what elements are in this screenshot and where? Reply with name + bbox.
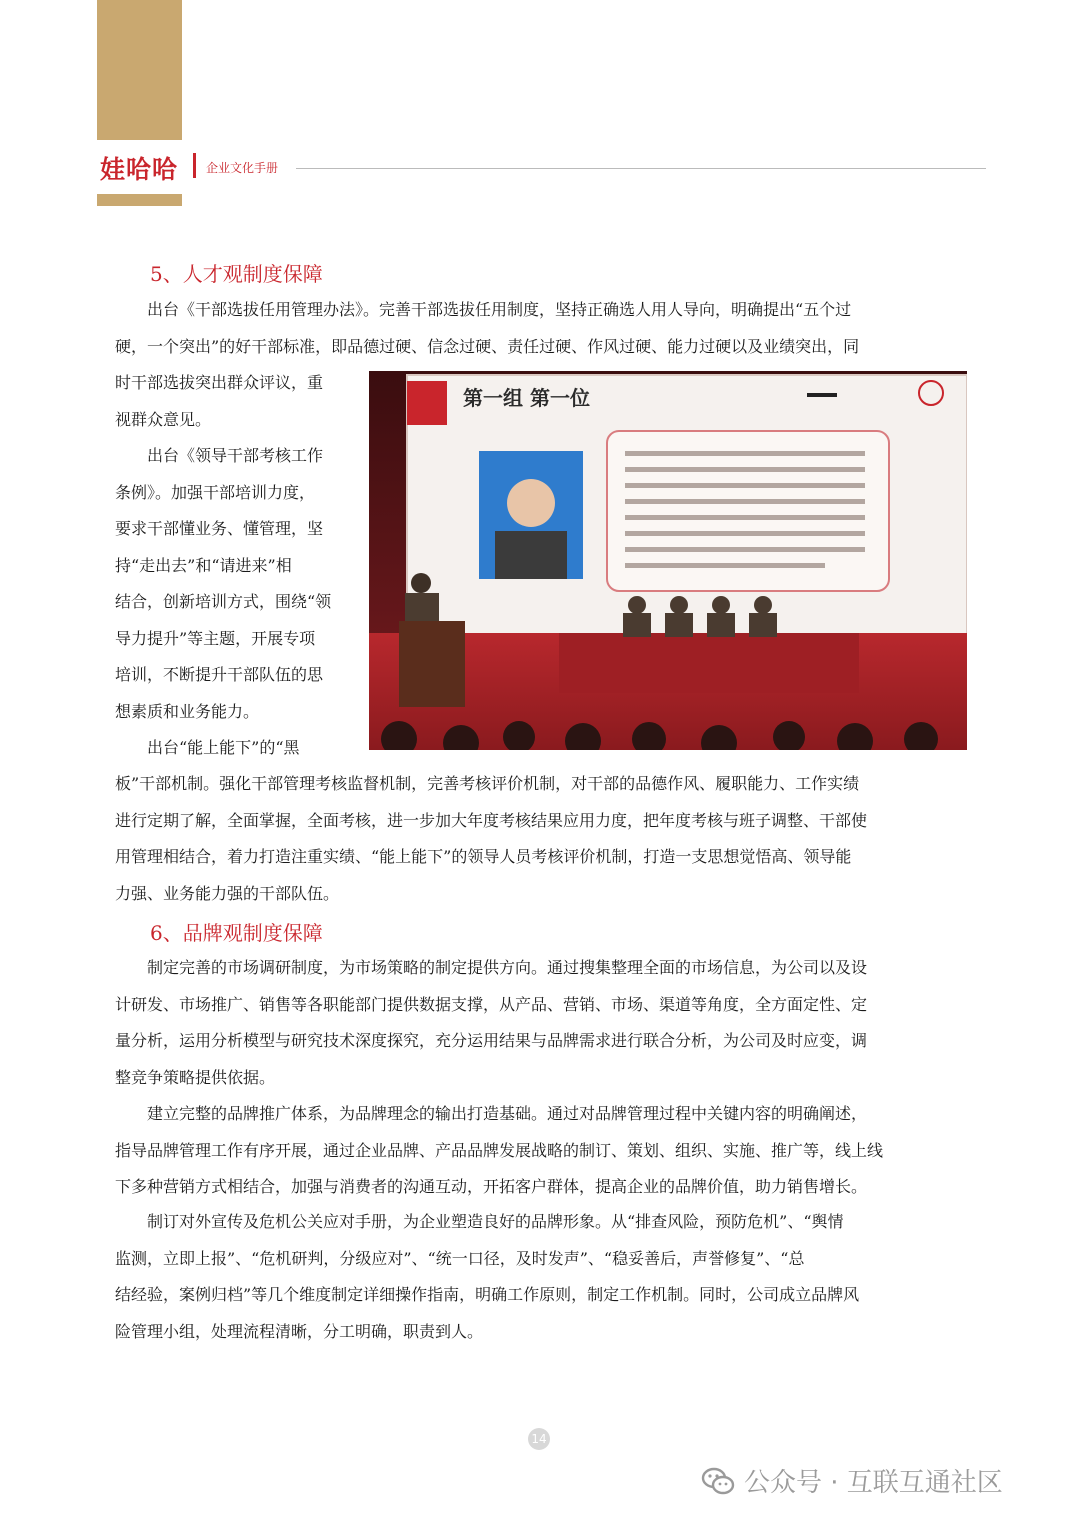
section-6-heading: 6、品牌观制度保障: [150, 921, 323, 945]
conference-photo: [369, 371, 967, 750]
section-5-paragraph-1-wrap: 时干部选拔突出群众评议，重 视群众意见。: [115, 373, 324, 429]
section-6-paragraph-2: 建立完整的品牌推广体系，为品牌理念的输出打造基础。通过对品牌管理过程中关键内容的明确阐述， 指导品牌管理工作有序开展，通过企业品牌、产品品牌发展战略的制订、策划、组织、实施、推广等，线上线 下多种营销方式相结合，加强与消费者的沟通互动，开拓客户群体，提高企业的品牌价值，助力销售增长。: [115, 1104, 884, 1196]
section-5-paragraph-2: 出台《领导干部考核工作 条例》。加强干部培训力度， 要求干部懂业务、懂管理，坚 持“走出去”和“请进来”相 结合，创新培训方式，围绕“领 导力提升”等主题，开展专项 培训，不断提升干部队伍的思 想素质和业务能力。: [115, 446, 332, 721]
page-number: 14: [528, 1428, 550, 1450]
watermark: [700, 1462, 1003, 1499]
header-subtitle: 企业文化手册: [206, 161, 279, 175]
gold-header-bar-bottom: [97, 194, 182, 206]
slide-title: 第一组 第一位: [463, 386, 590, 410]
header-divider: [193, 153, 196, 178]
gold-header-bar: [97, 0, 182, 140]
watermark-text: 公众号 · 互联互通社区: [744, 1468, 1003, 1498]
section-5-paragraph-3-start: 出台“能上能下”的“黑: [147, 738, 300, 757]
header-rule: [296, 168, 986, 169]
section-6-paragraph-3: 制订对外宣传及危机公关应对手册，为企业塑造良好的品牌形象。从“排查风险，预防危机”、“舆情 监测，立即上报”、“危机研判，分级应对”、“统一口径，及时发声”、“稳妥善后，声誉修复”、“总 结经验，案例归档”等几个维度制定详细操作指南，明确工作原则，制定工作机制。同时，公司成立品牌风 险管理小组，处理流程清晰，分工明确，职责到人。: [115, 1212, 860, 1341]
section-5-paragraph-1: 出台《干部选拔任用管理办法》。完善干部选拔任用制度，坚持正确选人用人导向，明确提出“五个过 硬，一个突出”的好干部标准，即品德过硬、信念过硬、责任过硬、作风过硬、能力过硬以及业绩突出，同: [115, 300, 860, 356]
section-5-heading: 5、人才观制度保障: [150, 262, 323, 286]
section-6-paragraph-1: 制定完善的市场调研制度，为市场策略的制定提供方向。通过搜集整理全面的市场信息，为公司以及设 计研发、市场推广、销售等各职能部门提供数据支撑，从产品、营销、市场、渠道等角度，全方面定性、定 量分析，运用分析模型与研究技术深度探究，充分运用结果与品牌需求进行联合分析，为公司及时应变，调 整竞争策略提供依据。: [115, 958, 868, 1087]
brand-logo: 娃哈哈: [100, 155, 179, 184]
podium: [399, 621, 465, 707]
section-5-paragraph-3: 板”干部机制。强化干部管理考核监督机制，完善考核评价机制，对干部的品德作风、履职能力、工作实绩 进行定期了解，全面掌握，全面考核，进一步加大年度考核结果应用力度，把年度考核与班子调整、干部使 用管理相结合，着力打造注重实绩、“能上能下”的领导人员考核评价机制，打造一支思想觉悟高、领导能 力强、业务能力强的干部队伍。: [115, 774, 868, 903]
wechat-icon: [700, 1463, 736, 1499]
